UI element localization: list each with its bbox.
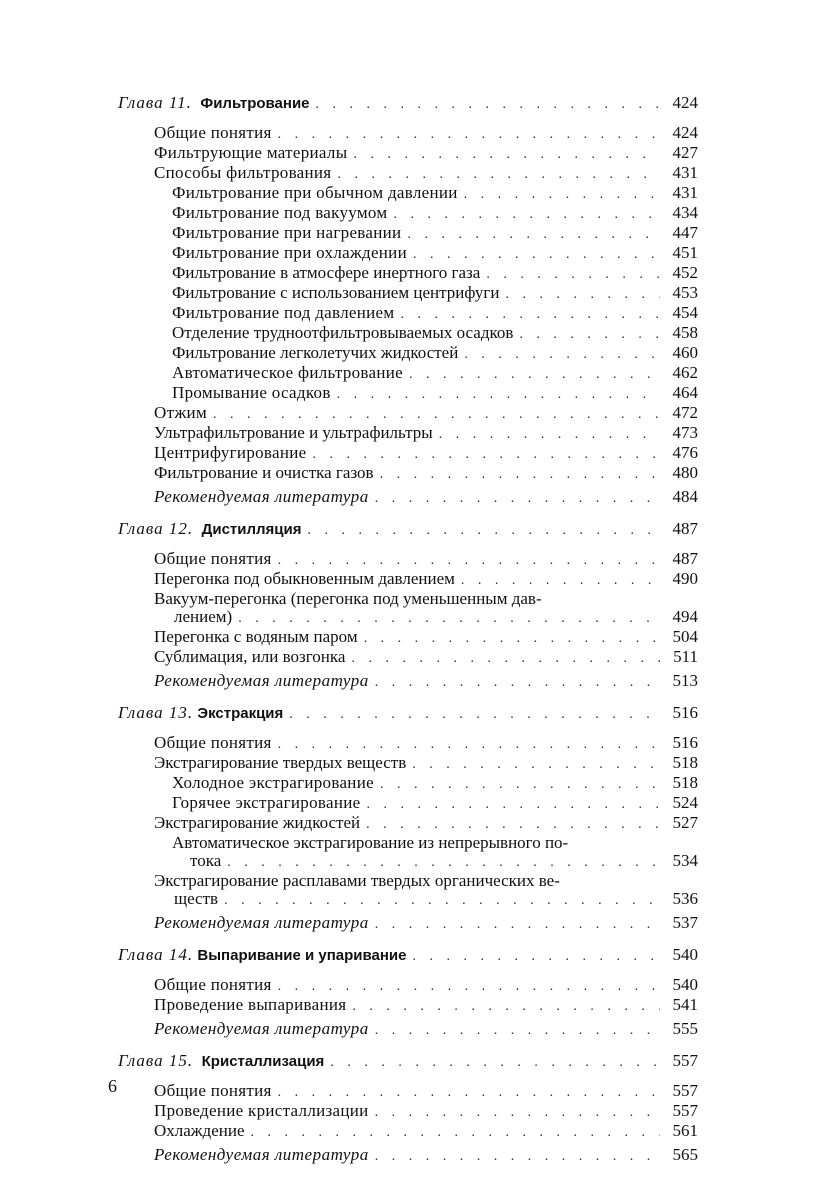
toc-entry bbox=[118, 144, 698, 164]
chapter-title: Экстракция bbox=[197, 705, 284, 722]
dot-leader bbox=[464, 346, 660, 364]
dot-leader bbox=[316, 96, 660, 114]
entry-title: Экстрагирование расплавами твердых органических ве- bbox=[154, 871, 560, 890]
dot-leader bbox=[486, 266, 660, 284]
page-ref: 561 bbox=[672, 1121, 698, 1140]
dot-leader bbox=[412, 756, 660, 774]
page-ref: 516 bbox=[672, 703, 698, 722]
dot-leader bbox=[413, 246, 660, 264]
toc-subentry bbox=[118, 184, 698, 204]
page-ref: 524 bbox=[672, 793, 698, 812]
toc-entry bbox=[118, 550, 698, 570]
entry-title: Охлаждение bbox=[154, 1121, 245, 1140]
dot-leader bbox=[227, 854, 660, 872]
dot-leader bbox=[213, 406, 660, 424]
toc-entry-line2 bbox=[118, 890, 698, 910]
recommended-literature bbox=[118, 1020, 698, 1040]
page-ref: 431 bbox=[672, 183, 698, 202]
dot-leader bbox=[439, 426, 660, 444]
recommended-literature bbox=[118, 672, 698, 692]
toc-subentry bbox=[118, 304, 698, 324]
entry-title: Автоматическое фильтрование bbox=[172, 363, 404, 382]
dot-leader bbox=[519, 326, 660, 344]
page-ref: 484 bbox=[672, 487, 698, 506]
page-ref: 464 bbox=[672, 383, 698, 402]
toc-entry bbox=[118, 734, 698, 754]
page-ref: 540 bbox=[672, 975, 698, 994]
chapter-13-heading bbox=[118, 704, 698, 724]
entry-title: Перегонка под обыкновенным давлением bbox=[154, 569, 455, 588]
toc-subentry bbox=[118, 224, 698, 244]
toc-entry bbox=[118, 124, 698, 144]
dot-leader bbox=[364, 630, 660, 648]
chapter-title: Выпаривание и упаривание bbox=[197, 947, 407, 964]
entry-title: Проведение выпаривания bbox=[154, 995, 347, 1014]
dot-leader bbox=[375, 1148, 660, 1166]
dot-leader bbox=[409, 366, 660, 384]
recommended-literature bbox=[118, 488, 698, 508]
page-ref: 452 bbox=[672, 263, 698, 282]
entry-title: Общие понятия bbox=[154, 733, 272, 752]
toc-subentry bbox=[118, 364, 698, 384]
entry-title: Вакуум-перегонка (перегонка под уменьшенным дав- bbox=[154, 589, 542, 608]
toc-subentry bbox=[118, 324, 698, 344]
page-ref: 431 bbox=[672, 163, 698, 182]
entry-title: Рекомендуемая литература bbox=[154, 1019, 369, 1038]
entry-title: Фильтрование при нагревании bbox=[172, 223, 402, 242]
toc-entry bbox=[118, 1122, 698, 1142]
toc-entry bbox=[118, 814, 698, 834]
toc-entry-line1 bbox=[118, 590, 698, 608]
toc-entry bbox=[118, 754, 698, 774]
toc-entry bbox=[118, 404, 698, 424]
toc-subentry-line1 bbox=[118, 834, 698, 852]
dot-leader bbox=[278, 1084, 660, 1102]
entry-title: Фильтрование под вакуумом bbox=[172, 203, 388, 222]
chapter-label: Глава 11. bbox=[118, 93, 192, 112]
page-ref: 424 bbox=[672, 123, 698, 142]
recommended-literature bbox=[118, 914, 698, 934]
page-ref: 518 bbox=[672, 773, 698, 792]
dot-leader bbox=[337, 386, 660, 404]
page-ref: 541 bbox=[672, 995, 698, 1014]
entry-title: Рекомендуемая литература bbox=[154, 487, 369, 506]
entry-title: Ультрафильтрование и ультрафильтры bbox=[154, 423, 433, 442]
dot-leader bbox=[330, 1054, 660, 1072]
page-ref: 557 bbox=[672, 1081, 698, 1100]
toc-subentry bbox=[118, 264, 698, 284]
dot-leader bbox=[366, 796, 660, 814]
chapter-12-heading bbox=[118, 520, 698, 540]
page-ref: 424 bbox=[672, 93, 698, 112]
dot-leader bbox=[380, 466, 660, 484]
dot-leader bbox=[278, 552, 660, 570]
entry-title-cont: тока bbox=[190, 851, 222, 870]
page-ref: 487 bbox=[672, 519, 698, 538]
toc-entry bbox=[118, 628, 698, 648]
toc-subentry-line2 bbox=[118, 852, 698, 872]
dot-leader bbox=[278, 978, 660, 996]
toc-subentry bbox=[118, 774, 698, 794]
page-ref: 518 bbox=[672, 753, 698, 772]
page-ref: 536 bbox=[672, 889, 698, 908]
dot-leader bbox=[251, 1124, 661, 1142]
page-ref: 476 bbox=[672, 443, 698, 462]
page-ref: 516 bbox=[672, 733, 698, 752]
entry-title: Проведение кристаллизации bbox=[154, 1101, 369, 1120]
chapter-title: Дистилляция bbox=[201, 521, 302, 538]
dot-leader bbox=[461, 572, 660, 590]
chapter-title: Фильтрование bbox=[200, 95, 310, 112]
dot-leader bbox=[337, 166, 660, 184]
toc-entry bbox=[118, 1082, 698, 1102]
chapter-title: Кристаллизация bbox=[201, 1053, 325, 1070]
dot-leader bbox=[224, 892, 660, 910]
entry-title: Рекомендуемая литература bbox=[154, 913, 369, 932]
page-ref: 460 bbox=[672, 343, 698, 362]
entry-title: Промывание осадков bbox=[172, 383, 331, 402]
dot-leader bbox=[393, 206, 660, 224]
toc-subentry bbox=[118, 794, 698, 814]
chapter-label: Глава 13. bbox=[118, 703, 194, 722]
entry-title: Перегонка с водяным паром bbox=[154, 627, 358, 646]
chapter-label: Глава 15. bbox=[118, 1051, 194, 1070]
dot-leader bbox=[278, 126, 660, 144]
entry-title: Центрифугирование bbox=[154, 443, 307, 462]
toc-subentry bbox=[118, 244, 698, 264]
dot-leader bbox=[400, 306, 660, 324]
page-ref: 511 bbox=[673, 647, 698, 666]
chapter-label: Глава 14. bbox=[118, 945, 194, 964]
dot-leader bbox=[366, 816, 660, 834]
page-ref: 557 bbox=[672, 1051, 698, 1070]
page-ref: 490 bbox=[672, 569, 698, 588]
page-ref: 451 bbox=[672, 243, 698, 262]
dot-leader bbox=[380, 776, 660, 794]
entry-title: Отжим bbox=[154, 403, 208, 422]
toc-entry bbox=[118, 648, 698, 668]
entry-title: Общие понятия bbox=[154, 549, 272, 568]
dot-leader bbox=[353, 146, 660, 164]
page-number: 6 bbox=[108, 1076, 117, 1096]
toc-entry-line1 bbox=[118, 872, 698, 890]
entry-title: Отделение трудноотфильтровываемых осадков bbox=[172, 323, 514, 342]
dot-leader bbox=[464, 186, 660, 204]
entry-title-cont: лением) bbox=[174, 607, 233, 626]
page-ref: 537 bbox=[672, 913, 698, 932]
dot-leader bbox=[351, 650, 660, 668]
table-of-contents bbox=[118, 94, 698, 1166]
toc-subentry bbox=[118, 344, 698, 364]
entry-title: Фильтрующие материалы bbox=[154, 143, 348, 162]
page-ref: 487 bbox=[672, 549, 698, 568]
page-ref: 527 bbox=[672, 813, 698, 832]
entry-title: Экстрагирование жидкостей bbox=[154, 813, 361, 832]
page-ref: 513 bbox=[672, 671, 698, 690]
page-ref: 565 bbox=[672, 1145, 698, 1164]
page-ref: 494 bbox=[672, 607, 698, 626]
toc-subentry bbox=[118, 204, 698, 224]
dot-leader bbox=[375, 490, 660, 508]
toc-subentry bbox=[118, 284, 698, 304]
dot-leader bbox=[413, 948, 661, 966]
page-ref: 427 bbox=[672, 143, 698, 162]
chapter-label: Глава 12. bbox=[118, 519, 194, 538]
entry-title: Экстрагирование твердых веществ bbox=[154, 753, 407, 772]
entry-title: Автоматическое экстрагирование из непрерывного по- bbox=[172, 833, 569, 852]
entry-title: Фильтрование в атмосфере инертного газа bbox=[172, 263, 481, 282]
page-ref: 473 bbox=[672, 423, 698, 442]
entry-title: Фильтрование под давлением bbox=[172, 303, 395, 322]
dot-leader bbox=[238, 610, 660, 628]
page-ref: 504 bbox=[672, 627, 698, 646]
page-ref: 555 bbox=[672, 1019, 698, 1038]
entry-title: Общие понятия bbox=[154, 123, 272, 142]
dot-leader bbox=[375, 1022, 660, 1040]
entry-title: Фильтрование при охлаждении bbox=[172, 243, 407, 262]
entry-title-cont: ществ bbox=[174, 889, 219, 908]
dot-leader bbox=[313, 446, 660, 464]
toc-entry bbox=[118, 570, 698, 590]
entry-title: Холодное экстрагирование bbox=[172, 773, 374, 792]
chapter-15-heading bbox=[118, 1052, 698, 1072]
entry-title: Фильтрование легколетучих жидкостей bbox=[172, 343, 459, 362]
entry-title: Общие понятия bbox=[154, 975, 272, 994]
entry-title: Фильтрование при обычном давлении bbox=[172, 183, 458, 202]
toc-subentry bbox=[118, 384, 698, 404]
page-ref: 434 bbox=[672, 203, 698, 222]
dot-leader bbox=[375, 674, 660, 692]
dot-leader bbox=[375, 1104, 660, 1122]
toc-entry bbox=[118, 1102, 698, 1122]
entry-title: Общие понятия bbox=[154, 1081, 272, 1100]
toc-entry bbox=[118, 424, 698, 444]
page-ref: 453 bbox=[672, 283, 698, 302]
entry-title: Рекомендуемая литература bbox=[154, 1145, 369, 1164]
toc-entry bbox=[118, 444, 698, 464]
entry-title: Сублимация, или возгонка bbox=[154, 647, 346, 666]
page-ref: 557 bbox=[672, 1101, 698, 1120]
page-ref: 447 bbox=[672, 223, 698, 242]
dot-leader bbox=[352, 998, 660, 1016]
dot-leader bbox=[278, 736, 660, 754]
page-ref: 454 bbox=[672, 303, 698, 322]
page-ref: 480 bbox=[672, 463, 698, 482]
dot-leader bbox=[407, 226, 660, 244]
toc-entry bbox=[118, 164, 698, 184]
entry-title: Способы фильтрования bbox=[154, 163, 332, 182]
entry-title: Горячее экстрагирование bbox=[172, 793, 361, 812]
entry-title: Фильтрование с использованием центрифуги bbox=[172, 283, 500, 302]
recommended-literature bbox=[118, 1146, 698, 1166]
toc-entry-line2 bbox=[118, 608, 698, 628]
toc-entry bbox=[118, 464, 698, 484]
chapter-14-heading bbox=[118, 946, 698, 966]
dot-leader bbox=[289, 706, 660, 724]
page-ref: 462 bbox=[672, 363, 698, 382]
entry-title: Рекомендуемая литература bbox=[154, 671, 369, 690]
entry-title: Фильтрование и очистка газов bbox=[154, 463, 374, 482]
dot-leader bbox=[307, 522, 660, 540]
page-ref: 472 bbox=[672, 403, 698, 422]
toc-entry bbox=[118, 996, 698, 1016]
page-ref: 540 bbox=[672, 945, 698, 964]
page-ref: 458 bbox=[672, 323, 698, 342]
toc-entry bbox=[118, 976, 698, 996]
chapter-11-heading bbox=[118, 94, 698, 114]
dot-leader bbox=[375, 916, 660, 934]
dot-leader bbox=[506, 286, 661, 304]
page-ref: 534 bbox=[672, 851, 698, 870]
